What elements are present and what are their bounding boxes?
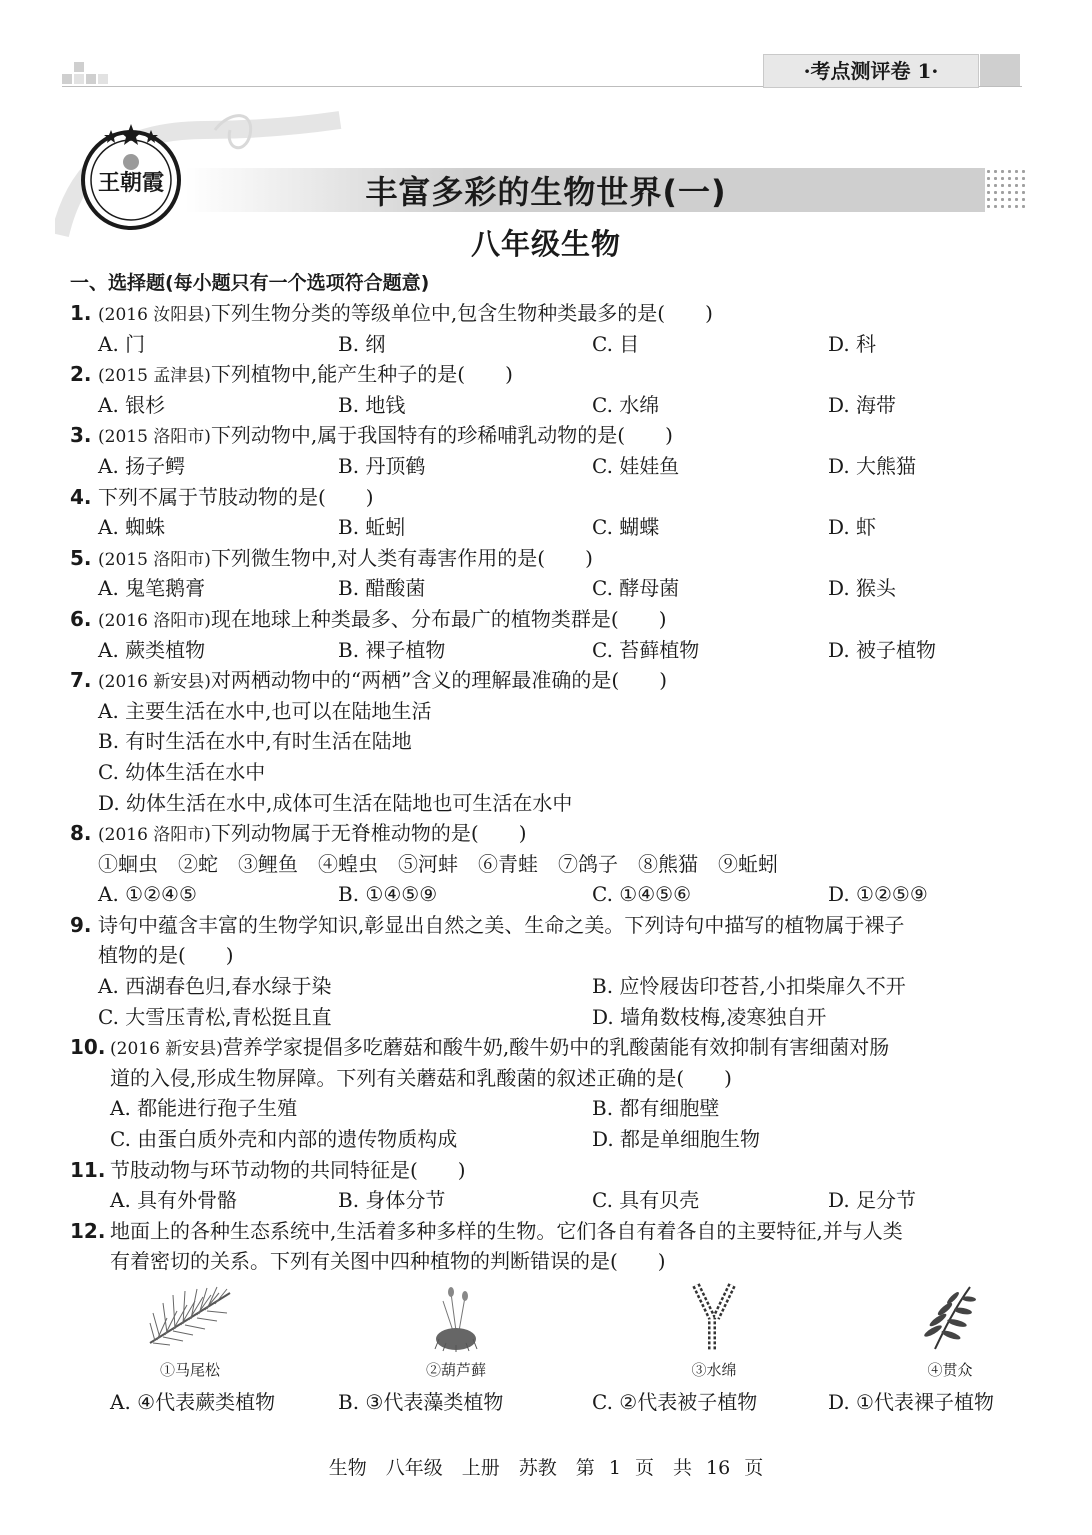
options-row [70, 329, 1030, 360]
option-b: B. 地钱 [338, 392, 406, 417]
series-label: ·考点测评卷 1· [763, 54, 979, 88]
question-source: (2016 汝阳县) [98, 305, 211, 325]
animal-list: ①蛔虫 ②蛇 ③鲤鱼 ④蝗虫 ⑤河蚌 ⑥青蛙 ⑦鸽子 ⑧熊猫 ⑨蚯蚓 [98, 851, 778, 876]
options-row [70, 1093, 1030, 1124]
option-c: C. 大雪压青松,青松挺且直 [98, 1004, 332, 1029]
option-a: A. ④代表蕨类植物 [110, 1390, 276, 1414]
question-stem: 诗句中蕴含丰富的生物学知识,彰显出自然之美、生命之美。下列诗句中描写的植物属于裸子 [98, 912, 905, 937]
question-source: (2015 洛阳市) [98, 427, 211, 448]
question-stem: 营养学家提倡多吃蘑菇和酸牛奶,酸牛奶中的乳酸菌能有效抑制有害细菌对肠 [222, 1035, 890, 1060]
question-stem: 下列动物属于无脊椎动物的是( ) [210, 821, 527, 846]
question-stem: 节肢动物与环节动物的共同特征是( ) [110, 1157, 466, 1182]
figure-caption: ③水绵 [691, 1361, 737, 1379]
question-stem: 现在地球上种类最多、分布最广的植物类群是( ) [210, 606, 667, 631]
option-d: D. 足分节 [828, 1188, 917, 1213]
question-number: 5. [70, 545, 92, 570]
option-a: A. 蜘蛛 [98, 515, 166, 540]
figure-pine [130, 1283, 250, 1380]
svg-text:王朝霞: 王朝霞 [97, 170, 165, 196]
option-a: A. ①②④⑤ [98, 882, 197, 907]
figure-spirogyra [654, 1283, 774, 1380]
option-b: B. ③代表藻类植物 [338, 1390, 504, 1414]
options-row [70, 635, 1030, 666]
question-source: (2016 新安县) [110, 1039, 223, 1060]
question-3 [70, 420, 1030, 451]
options-row [70, 573, 1030, 604]
question-1 [70, 298, 1030, 329]
question-stem: 地面上的各种生态系统中,生活着多种多样的生物。它们各自有着各自的主要特征,并与人类 [110, 1218, 903, 1243]
question-source: (2016 洛阳市) [98, 610, 211, 631]
question-stem-continued: 有着密切的关系。下列有关图中四种植物的判断错误的是( ) [110, 1249, 666, 1274]
option-b: B. 蚯蚓 [338, 515, 406, 540]
question-number: 8. [70, 821, 92, 846]
options-row [70, 390, 1030, 421]
plant-figures [110, 1277, 1030, 1387]
option-d: D. 海带 [828, 392, 897, 417]
figure-fern [890, 1283, 1010, 1380]
option-b: B. ①④⑤⑨ [338, 882, 438, 907]
question-source: (2015 孟津县) [98, 366, 211, 387]
option-b: B. 纲 [338, 331, 386, 356]
option-d: D. 大熊猫 [828, 453, 917, 478]
option-a: A. 银杉 [98, 392, 166, 417]
option-d: D. 墙角数枝梅,凌寒独自开 [592, 1004, 827, 1029]
question-number: 7. [70, 668, 92, 693]
page-footer: 生物 八年级 上册 苏教 第 1 页 共 16 页 [328, 1457, 764, 1479]
question-11 [70, 1155, 1030, 1186]
option-d: D. 虾 [828, 515, 877, 540]
question-stem: 下列生物分类的等级单位中,包含生物种类最多的是( ) [210, 301, 713, 325]
question-stem-continued: 植物的是( ) [98, 943, 234, 968]
options-row [70, 1387, 1030, 1418]
question-stem: 下列动物中,属于我国特有的珍稀哺乳动物的是( ) [210, 423, 673, 448]
option-c: C. 水绵 [592, 392, 660, 417]
option-d: D. 被子植物 [828, 637, 937, 662]
option-a: A. 门 [98, 331, 146, 356]
option-b: B. 有时生活在水中,有时生活在陆地 [98, 729, 412, 754]
fern-frond-icon [915, 1283, 985, 1353]
options-row [70, 451, 1030, 482]
option-b: B. 应怜屐齿印苍苔,小扣柴扉久不开 [592, 974, 906, 999]
options-row [70, 512, 1030, 543]
spirogyra-icon [684, 1283, 744, 1353]
option-c: C. 具有贝壳 [592, 1188, 700, 1213]
options-row [70, 1002, 1030, 1033]
question-stem: 下列植物中,能产生种子的是( ) [210, 362, 513, 387]
question-number: 12. [70, 1218, 106, 1243]
option-b: B. 都有细胞壁 [592, 1096, 720, 1121]
question-source: (2015 洛阳市) [98, 549, 211, 570]
option-b: B. 裸子植物 [338, 637, 446, 662]
question-7 [70, 665, 1030, 696]
option-c: C. 酵母菌 [592, 576, 680, 601]
question-list [70, 268, 1030, 1418]
option-c: C. 幼体生活在水中 [98, 759, 266, 784]
options-row [70, 1124, 1030, 1155]
option-c: C. ②代表被子植物 [592, 1390, 758, 1414]
question-source: (2016 新安县) [98, 672, 211, 693]
option-a: A. 扬子鳄 [98, 453, 186, 478]
question-12 [70, 1216, 1030, 1247]
question-2 [70, 359, 1030, 390]
question-number: 4. [70, 484, 92, 509]
option-a: A. 蕨类植物 [98, 637, 206, 662]
question-source: (2016 洛阳市) [98, 825, 211, 846]
options-row [70, 879, 1030, 910]
option-d: D. 猴头 [828, 576, 897, 601]
pine-branch-icon [145, 1283, 235, 1353]
series-tab [980, 54, 1020, 86]
question-10 [70, 1032, 1030, 1063]
question-number: 1. [70, 301, 92, 325]
question-number: 3. [70, 423, 92, 448]
question-stem: 下列微生物中,对人类有毒害作用的是( ) [210, 545, 593, 570]
options-row [70, 971, 1030, 1002]
option-d: D. 幼体生活在水中,成体可生活在陆地也可生活在水中 [98, 790, 573, 815]
option-a: A. 具有外骨骼 [110, 1188, 238, 1213]
question-4 [70, 482, 1030, 513]
question-stem: 下列不属于节肢动物的是( ) [98, 484, 374, 509]
question-stem: 对两栖动物中的“两栖”含义的理解最准确的是( ) [210, 668, 667, 693]
moss-icon [421, 1283, 491, 1353]
option-c: C. 目 [592, 331, 640, 356]
option-d: D. ①代表裸子植物 [828, 1390, 994, 1414]
figure-moss [396, 1283, 516, 1380]
option-a: A. 都能进行孢子生殖 [110, 1096, 298, 1121]
question-number: 10. [70, 1035, 106, 1060]
section-heading: 一、选择题(每小题只有一个选项符合题意) [70, 272, 430, 294]
option-b: B. 身体分节 [338, 1188, 446, 1213]
question-stem-continued: 道的入侵,形成生物屏障。下列有关蘑菇和乳酸菌的叙述正确的是( ) [110, 1065, 732, 1090]
page-title: 丰富多彩的生物世界(一) [365, 173, 727, 211]
option-d: D. ①②⑤⑨ [828, 882, 928, 907]
option-c: C. 蝴蝶 [592, 515, 660, 540]
option-a: A. 鬼笔鹅膏 [98, 576, 206, 601]
question-number: 9. [70, 912, 92, 937]
question-5 [70, 543, 1030, 574]
option-a: A. 西湖春色归,春水绿于染 [98, 974, 332, 999]
question-number: 11. [70, 1157, 106, 1182]
option-c: C. 由蛋白质外壳和内部的遗传物质构成 [110, 1127, 458, 1152]
option-b: B. 醋酸菌 [338, 576, 426, 601]
option-b: B. 丹顶鹤 [338, 453, 426, 478]
options-row [70, 1185, 1030, 1216]
figure-caption: ①马尾松 [159, 1361, 220, 1379]
option-c: C. 苔藓植物 [592, 637, 700, 662]
page-subtitle: 八年级生物 [470, 227, 621, 261]
question-number: 6. [70, 606, 92, 631]
question-9 [70, 910, 1030, 941]
option-c: C. 娃娃鱼 [592, 453, 680, 478]
figure-caption: ②葫芦藓 [425, 1361, 486, 1379]
option-d: D. 科 [828, 331, 877, 356]
option-d: D. 都是单细胞生物 [592, 1127, 761, 1152]
figure-caption: ④贯众 [927, 1361, 973, 1379]
question-6 [70, 604, 1030, 635]
option-a: A. 主要生活在水中,也可以在陆地生活 [98, 698, 432, 723]
option-c: C. ①④⑤⑥ [592, 882, 692, 907]
question-8 [70, 818, 1030, 849]
question-number: 2. [70, 362, 92, 387]
